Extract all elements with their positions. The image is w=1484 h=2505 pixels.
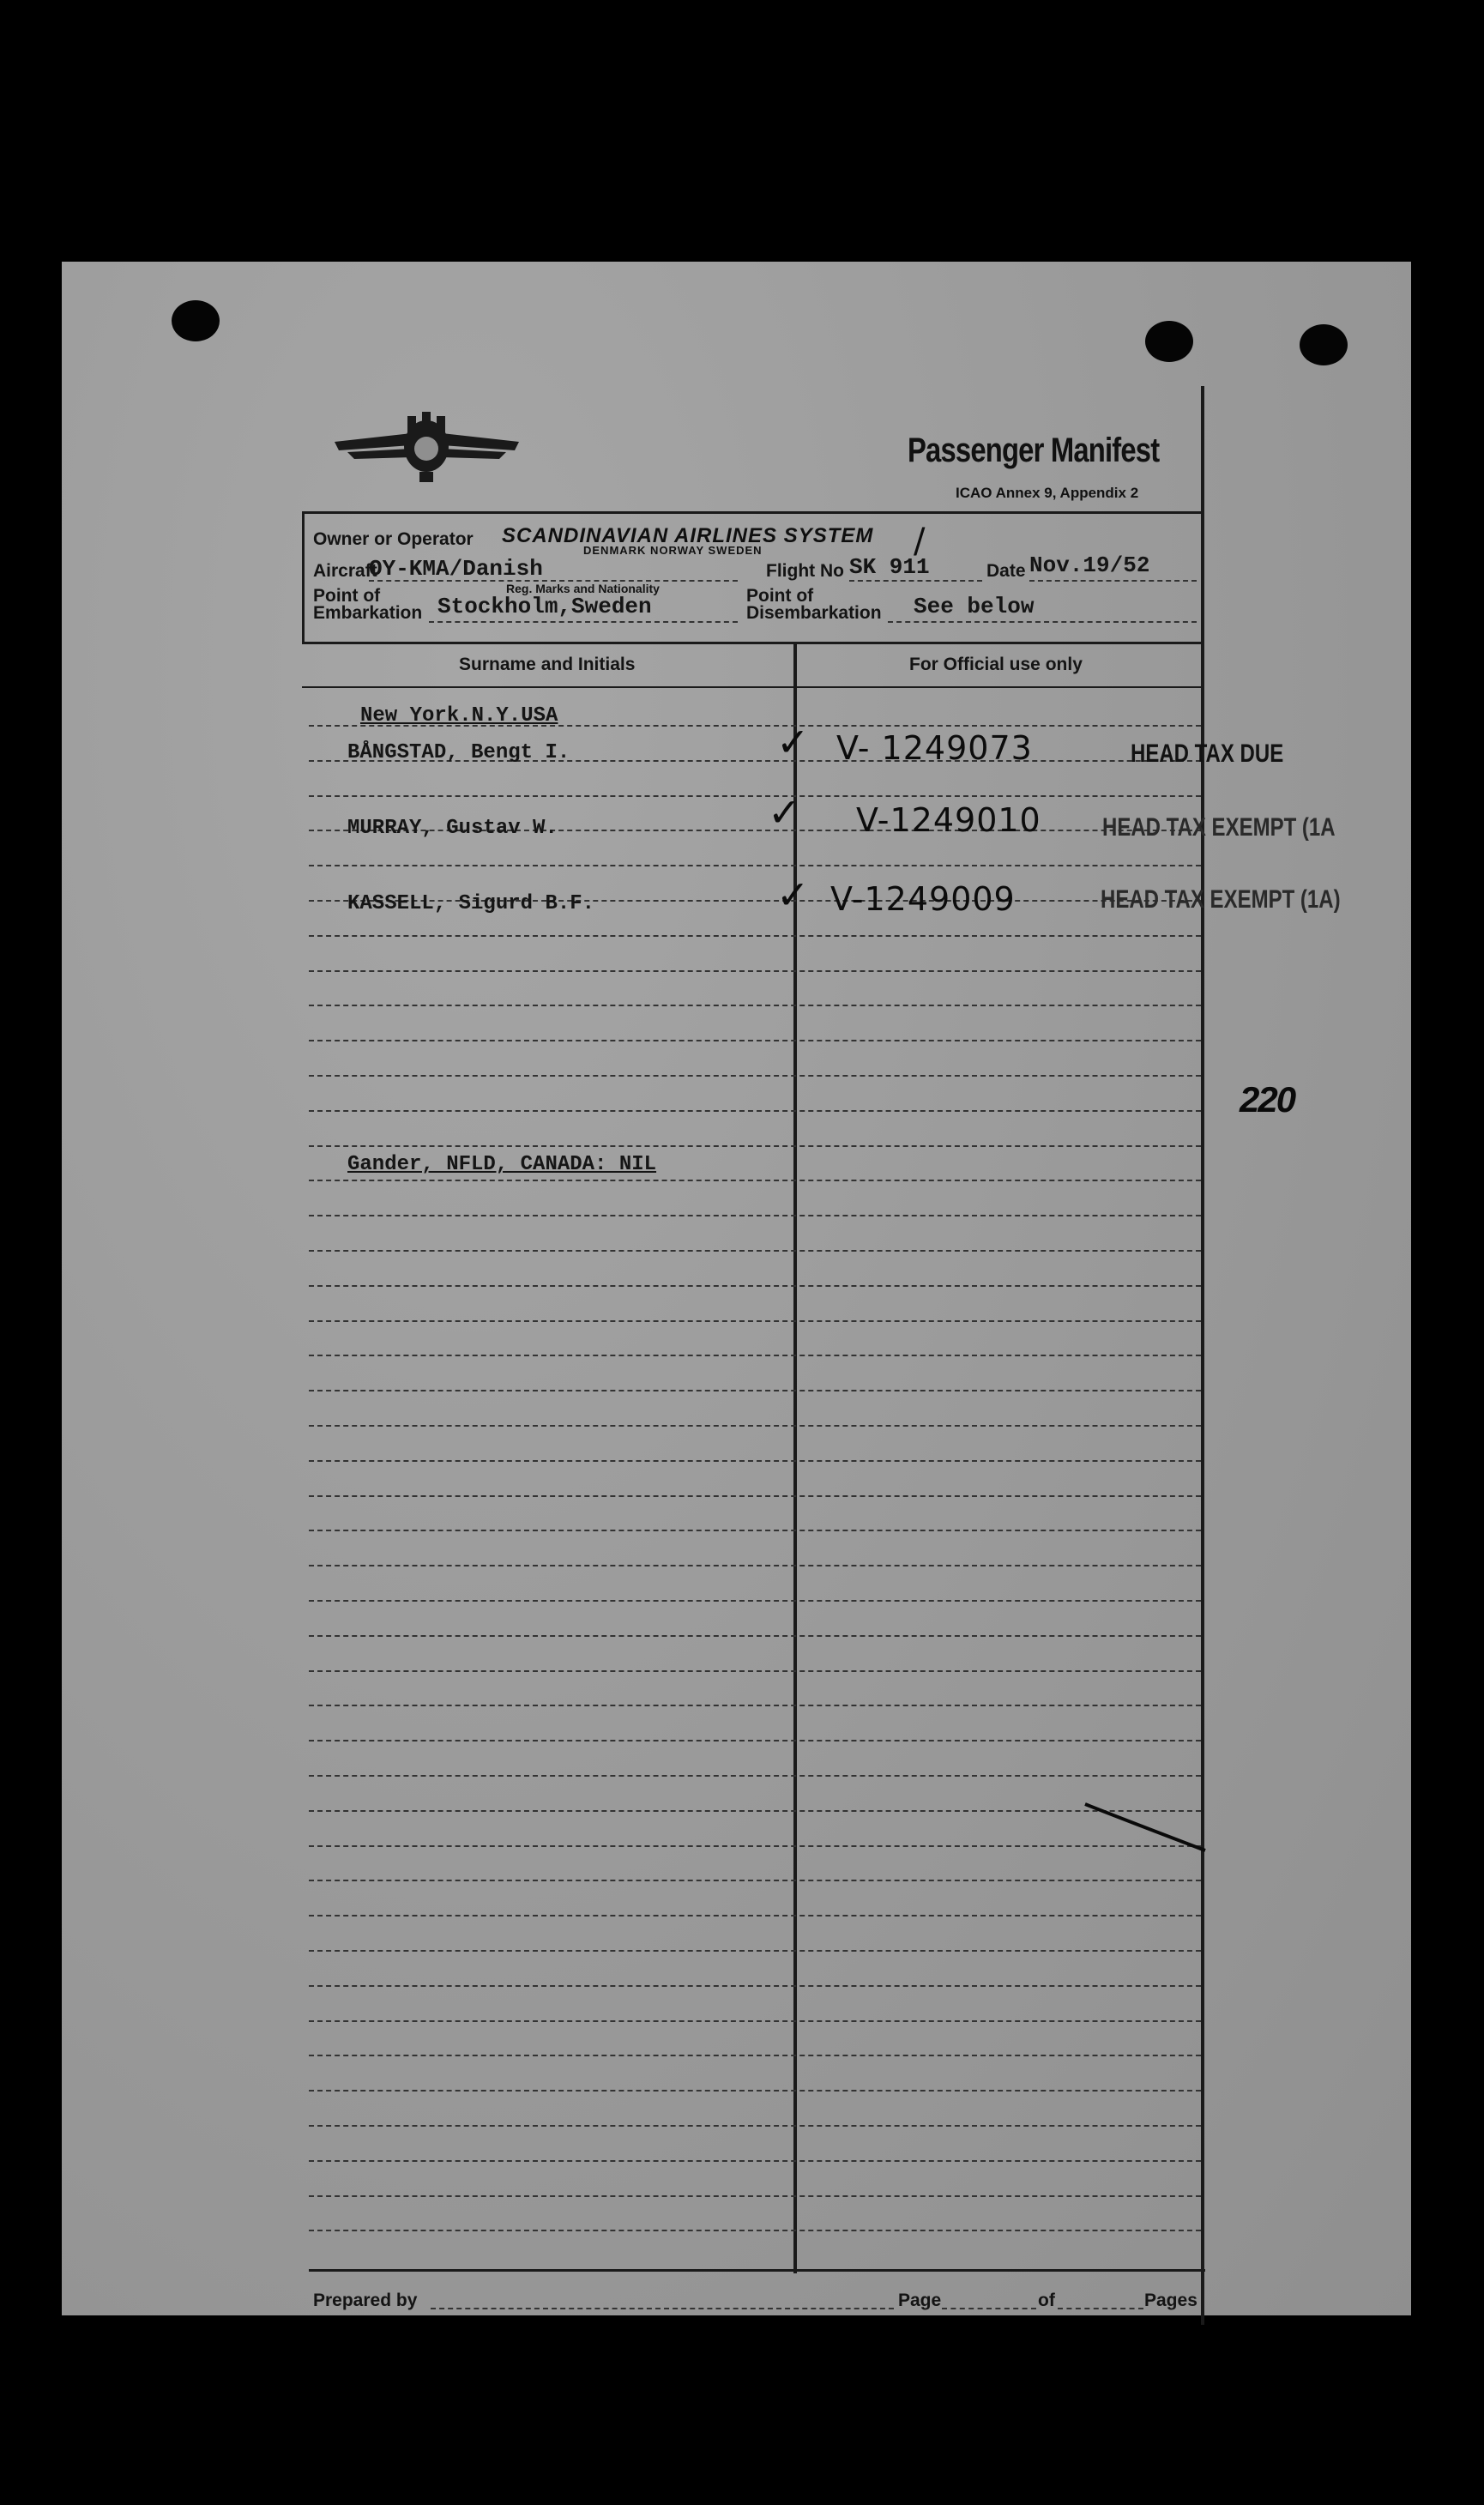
ruled-line — [309, 935, 1201, 937]
ruled-line — [309, 1845, 1201, 1847]
airline-logo-icon — [330, 407, 523, 485]
punch-hole-center — [1145, 321, 1193, 362]
ruled-line — [309, 1285, 1201, 1287]
ruled-line — [309, 2195, 1201, 2197]
ruled-line — [309, 1985, 1201, 1987]
ruled-line — [309, 2055, 1201, 2056]
check-mark: ✓ — [776, 872, 811, 918]
header-row-rule — [302, 686, 1203, 688]
pages-label: Pages — [1144, 2291, 1197, 2310]
ruled-line — [309, 1075, 1201, 1077]
ruled-line — [309, 1915, 1201, 1916]
ruled-line — [309, 1040, 1201, 1041]
page-number-annotation: 220 — [1240, 1079, 1295, 1120]
ruled-line — [309, 1705, 1201, 1706]
ruled-line — [309, 1460, 1201, 1462]
ruled-line — [309, 970, 1201, 972]
ruled-line — [309, 1600, 1201, 1602]
owner-slash-mark: / — [914, 522, 926, 561]
ruled-line — [309, 1950, 1201, 1952]
of-label: of — [1038, 2291, 1055, 2310]
ruled-line — [309, 1425, 1201, 1427]
header-bottom-rule — [302, 642, 1203, 644]
ruled-line — [309, 1355, 1201, 1356]
head-tax-stamp: HEAD TAX EXEMPT (1A — [1102, 813, 1336, 842]
manifest-sheet — [62, 262, 1411, 2315]
header-left-rule — [302, 511, 305, 644]
embark-value: Stockholm,Sweden — [437, 594, 652, 619]
ruled-line — [309, 1390, 1201, 1391]
ruled-line — [309, 1810, 1201, 1812]
form-subtitle: ICAO Annex 9, Appendix 2 — [956, 485, 1139, 501]
ruled-line — [309, 1775, 1201, 1777]
head-tax-stamp: HEAD TAX EXEMPT (1A) — [1101, 885, 1341, 914]
aircraft-label: Aircraft — [313, 561, 377, 581]
visa-number: V-1249010 — [856, 801, 1041, 839]
ruled-line — [309, 2090, 1201, 2092]
ruled-line — [309, 1670, 1201, 1672]
date-value: Nov.19/52 — [1029, 552, 1150, 578]
page-line — [942, 2308, 1036, 2309]
visa-number: V-1249009 — [830, 880, 1016, 918]
flight-value: SK 911 — [849, 554, 930, 580]
ruled-line — [309, 2020, 1201, 2022]
ruled-line — [309, 1530, 1201, 1531]
aircraft-underline — [369, 580, 738, 582]
destination-new-york: New York.N.Y.USA — [360, 704, 558, 727]
ruled-line — [309, 1320, 1201, 1322]
ruled-line — [309, 1250, 1201, 1252]
passenger-name: MURRAY, Gustav W. — [347, 817, 558, 840]
disembark-label-1: Point of — [746, 586, 814, 606]
embark-label-1: Point of — [313, 586, 381, 606]
prepared-by-line — [431, 2308, 894, 2309]
owner-value: SCANDINAVIAN AIRLINES SYSTEM — [502, 524, 874, 547]
names-column-header: Surname and Initials — [459, 655, 636, 674]
ruled-line — [309, 1005, 1201, 1006]
ruled-line — [309, 1145, 1201, 1147]
ruled-line — [309, 2230, 1201, 2231]
flight-underline — [849, 580, 982, 582]
ruled-line — [309, 1565, 1201, 1566]
ruled-line — [309, 1740, 1201, 1741]
prepared-by-label: Prepared by — [313, 2291, 418, 2310]
embark-label-2: Embarkation — [313, 603, 423, 623]
punch-hole-left — [172, 300, 220, 341]
footer-rule — [309, 2269, 1205, 2272]
of-line — [1058, 2308, 1143, 2309]
destination-gander: Gander, NFLD, CANADA: NIL — [347, 1153, 657, 1176]
ruled-line — [309, 795, 1201, 797]
check-mark: ✓ — [776, 719, 811, 765]
ruled-line — [309, 1180, 1201, 1181]
ruled-line — [309, 2125, 1201, 2127]
aircraft-value: OY-KMA/Danish — [369, 556, 543, 582]
check-mark: ✓ — [768, 789, 802, 836]
visa-number: V- 1249073 — [836, 729, 1033, 767]
ruled-line — [309, 1110, 1201, 1112]
disembark-underline — [888, 621, 1197, 623]
disembark-value: See below — [914, 594, 1035, 619]
disembark-label-2: Disembarkation — [746, 603, 882, 623]
ruled-line — [309, 865, 1201, 866]
flight-label: Flight No — [766, 561, 844, 581]
embark-underline — [429, 621, 738, 623]
date-underline — [1029, 580, 1197, 582]
pen-stroke-mark — [1081, 1797, 1210, 1857]
aircraft-sublabel: Reg. Marks and Nationality — [506, 582, 660, 595]
passenger-name: BÅNGSTAD, Bengt I. — [347, 741, 570, 764]
owner-countries: DENMARK NORWAY SWEDEN — [583, 544, 763, 557]
date-label: Date — [986, 561, 1026, 581]
ruled-line — [309, 1635, 1201, 1637]
punch-hole-right — [1300, 324, 1348, 365]
owner-label: Owner or Operator — [313, 529, 474, 549]
right-margin-rule — [1201, 386, 1204, 2325]
official-column-header: For Official use only — [909, 655, 1083, 674]
ruled-line — [309, 2160, 1201, 2162]
form-title: Passenger Manifest — [908, 432, 1160, 469]
ruled-line — [309, 1215, 1201, 1216]
passenger-name: KASSELL, Sigurd B.F. — [347, 892, 595, 915]
page-label: Page — [898, 2291, 942, 2310]
ruled-line — [309, 1880, 1201, 1881]
head-tax-stamp: HEAD TAX DUE — [1131, 739, 1284, 768]
ruled-line — [309, 1495, 1201, 1497]
header-top-rule — [302, 511, 1203, 514]
